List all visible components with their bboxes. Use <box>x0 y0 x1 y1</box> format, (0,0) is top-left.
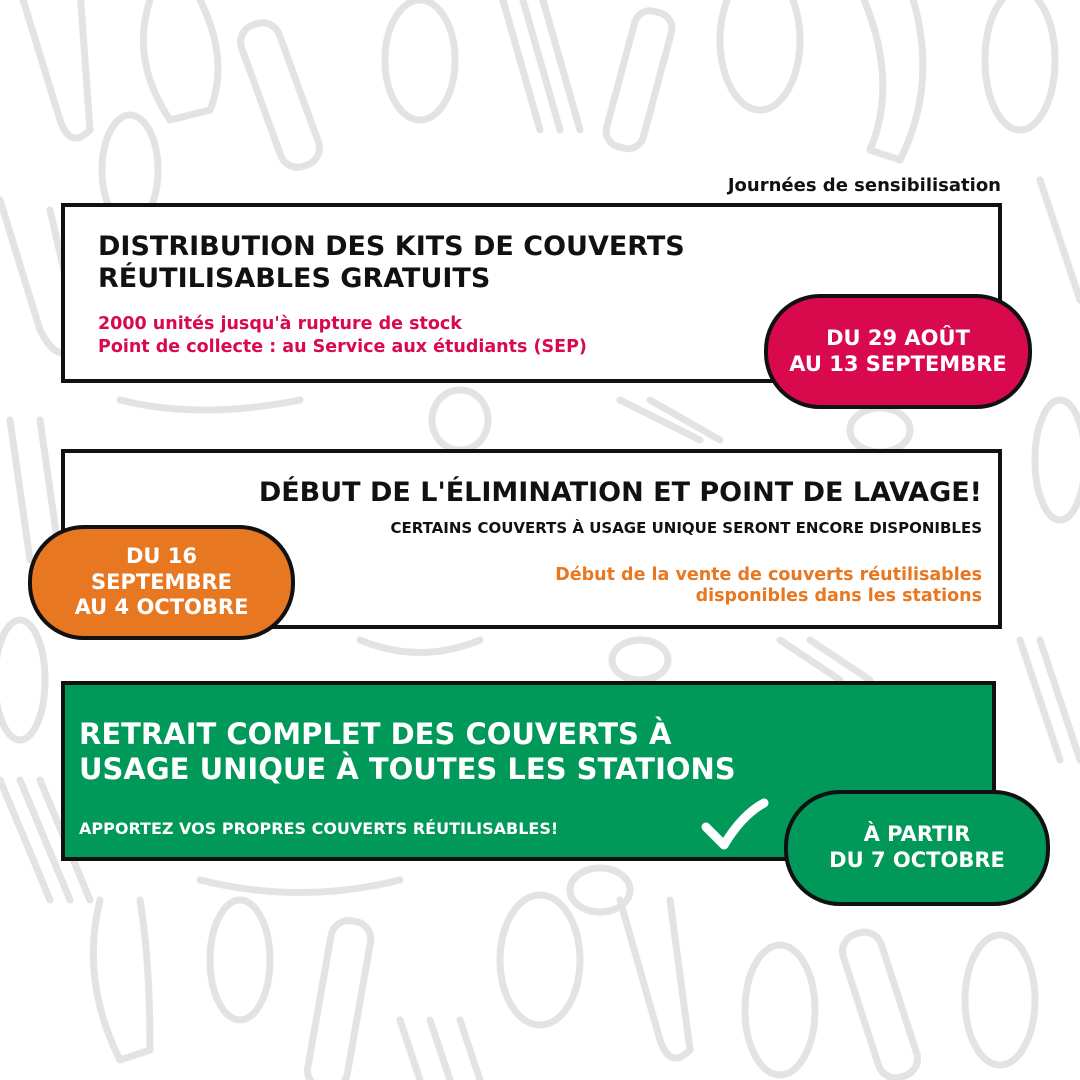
phase1-pickup-line: Point de collecte : au Service aux étudiants (SEP) <box>98 336 587 357</box>
phase2-date-line1: DU 16 <box>125 544 197 569</box>
phase2-date-line2: SEPTEMBRE <box>91 569 232 594</box>
phase1-title: DISTRIBUTION DES KITS DE COUVERTS RÉUTILISABLES GRATUITS <box>98 231 685 294</box>
phase3-date-badge <box>784 790 1050 906</box>
phase2-details <box>462 565 982 607</box>
phase3-date-line1: À PARTIR <box>863 822 971 847</box>
phase2-date-line3: AU 4 OCTOBRE <box>74 595 249 620</box>
phase2-title: DÉBUT DE L'ÉLIMINATION ET POINT DE LAVAGE! <box>258 477 982 508</box>
phase3-date-line2: DU 7 OCTOBRE <box>829 848 1005 872</box>
phase2-caption: CERTAINS COUVERTS À USAGE UNIQUE SERONT ENCORE DISPONIBLES <box>390 519 982 537</box>
phase3-title-line1: RETRAIT COMPLET DES COUVERTS À <box>79 717 672 751</box>
phase2-sale-line: Début de la vente de couverts réutilisables <box>555 565 982 585</box>
phase2-stations-line: disponibles dans les stations <box>695 586 982 606</box>
phase2-date-badge <box>28 525 295 640</box>
checkmark-icon <box>698 797 770 853</box>
phase1-details <box>98 313 587 359</box>
phase3-title-line2: USAGE UNIQUE À TOUTES LES STATIONS <box>79 752 736 787</box>
phase1-stock-line: 2000 unités jusqu'à rupture de stock <box>98 314 462 334</box>
phase1-date-badge <box>764 294 1032 409</box>
awareness-days-label: Journées de sensibilisation <box>727 175 1001 196</box>
phase3-title <box>79 717 799 788</box>
phase1-date-line2: AU 13 SEPTEMBRE <box>789 351 1007 376</box>
phase3-caption: APPORTEZ VOS PROPRES COUVERTS RÉUTILISABLES! <box>79 819 559 838</box>
phase1-date-line1: DU 29 AOÛT <box>826 325 970 350</box>
